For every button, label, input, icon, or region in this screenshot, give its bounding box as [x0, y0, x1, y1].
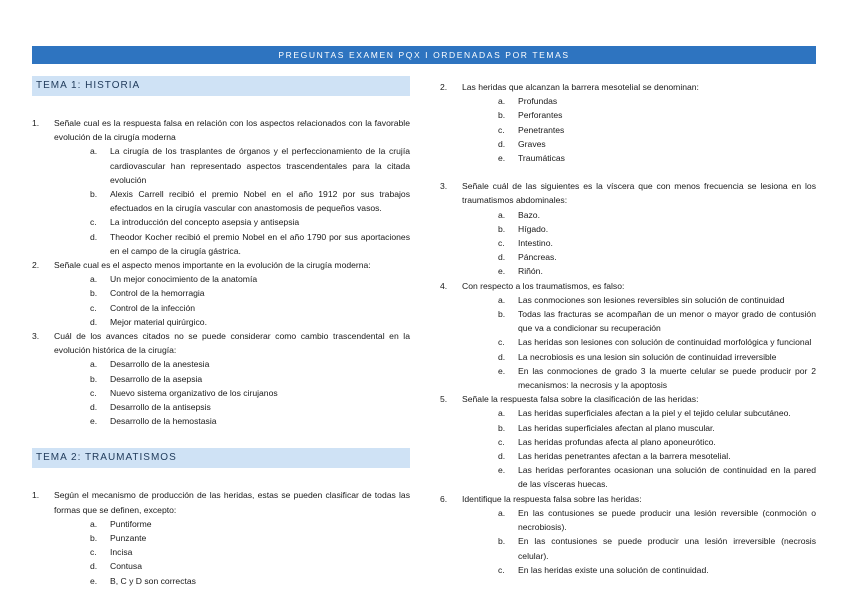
option-text: Traumáticas [518, 153, 565, 164]
question-text: Cuál de los avances citados no se puede considerar como cambio trascendental en la evolución histórica de la cirugía: [54, 331, 410, 356]
question-item [440, 392, 816, 491]
option-item [54, 517, 410, 531]
option-text: Alexis Carrell recibió el premio Nobel en el año 1912 por sus trabajos efectuados en la cirugía vascular con anastomosis de pequeños vasos. [110, 189, 410, 214]
option-letter: e. [498, 153, 506, 164]
question-text: Con respecto a los traumatismos, es falso: [462, 280, 625, 291]
option-text: Control de la hemorragia [110, 288, 205, 299]
question-item [440, 179, 816, 278]
option-letter: c. [90, 547, 97, 558]
option-item [462, 236, 816, 250]
option-letter: b. [498, 309, 506, 320]
question-item [440, 492, 816, 577]
question-number: 2. [440, 82, 448, 92]
option-item [54, 315, 410, 329]
option-item [54, 414, 410, 428]
option-text: Las conmociones son lesiones reversibles sin solución de continuidad [518, 294, 785, 305]
question-number: 2. [32, 260, 40, 271]
option-text: Las heridas son lesiones con solución de continuidad morfológica y funcional [518, 337, 812, 348]
option-item [54, 559, 410, 573]
option-item [462, 506, 816, 534]
option-text: Las heridas perforantes ocasionan una solución de continuidad en la pared de las vísceras huecas. [518, 465, 816, 490]
option-letter: c. [90, 302, 97, 313]
option-text: La cirugía de los trasplantes de órganos y el perfeccionamiento de la crujía cardiovascular han representado aspectos trascendentales para la citada evolución [110, 146, 410, 185]
option-letter: c. [90, 387, 97, 398]
option-letter: c. [498, 337, 505, 348]
option-text: Riñón. [518, 266, 543, 277]
option-text: Punzante [110, 533, 147, 544]
option-text: La necrobiosis es una lesion sin solución de continuidad irreversible [518, 351, 777, 362]
option-text: Intestino. [518, 238, 553, 249]
question-list-tema-2 [32, 488, 410, 587]
question-text: Según el mecanismo de producción de las heridas, estas se pueden clasificar de todas las formas que se definen, excepto: [54, 490, 410, 515]
question-item [32, 488, 410, 587]
option-text: Penetrantes [518, 124, 565, 135]
option-letter: a. [90, 359, 98, 370]
option-item [54, 144, 410, 187]
question-item [32, 258, 410, 329]
option-item [462, 151, 816, 165]
option-item [462, 264, 816, 278]
option-letter: e. [498, 365, 506, 376]
option-item [462, 421, 816, 435]
option-item [54, 187, 410, 215]
option-list [462, 293, 816, 392]
option-text: Graves [518, 138, 546, 149]
option-letter: d. [90, 316, 98, 327]
option-list [54, 144, 410, 258]
option-item [462, 449, 816, 463]
section-heading-tema-2: TEMA 2: TRAUMATISMOS [32, 448, 410, 468]
option-item [462, 222, 816, 236]
option-text: Las heridas superficiales afectan al plano muscular. [518, 422, 715, 433]
option-item [54, 230, 410, 258]
option-text: B, C y D son correctas [110, 575, 196, 586]
option-item [54, 574, 410, 588]
option-item [54, 215, 410, 229]
option-text: Desarrollo de la hemostasia [110, 416, 217, 427]
option-item [54, 357, 410, 371]
option-letter: e. [90, 575, 98, 586]
option-text: Las heridas superficiales afectan a la piel y el tejido celular subcutáneo. [518, 408, 791, 419]
option-item [462, 463, 816, 491]
section-heading-tema-1: TEMA 1: HISTORIA [32, 76, 410, 96]
option-text: La introducción del concepto asepsia y antisepsia [110, 217, 300, 228]
option-letter: b. [498, 422, 506, 433]
option-letter: d. [498, 138, 506, 149]
option-list [54, 357, 410, 428]
option-letter: b. [90, 533, 98, 544]
option-text: En las contusiones se puede producir una lesión reversible (conmoción o necrobiosis). [518, 507, 816, 533]
option-text: Desarrollo de la asepsia [110, 373, 203, 384]
option-text: En las heridas existe una solución de continuidad. [518, 564, 709, 575]
option-item [462, 208, 816, 222]
question-item [440, 80, 816, 165]
question-text: Señale cual es la respuesta falsa en relación con los aspectos relacionados con la favorable evolución de la cirugía moderna [54, 118, 410, 143]
question-number: 5. [440, 394, 448, 405]
option-item [462, 563, 816, 577]
spacer [440, 165, 816, 179]
option-list [462, 208, 816, 279]
option-text: Bazo. [518, 209, 540, 220]
option-item [462, 94, 816, 108]
option-letter: e. [90, 416, 98, 427]
question-item [32, 329, 410, 428]
option-text: Perforantes [518, 110, 563, 121]
option-letter: a. [90, 274, 98, 285]
option-item [462, 350, 816, 364]
option-item [54, 386, 410, 400]
option-letter: c. [498, 564, 505, 575]
option-letter: b. [498, 223, 506, 234]
option-list [54, 272, 410, 329]
option-text: Mejor material quirúrgico. [110, 316, 207, 327]
option-letter: c. [498, 436, 505, 447]
question-number: 1. [32, 118, 40, 128]
option-letter: b. [498, 536, 506, 547]
option-list [462, 406, 816, 491]
option-list [462, 506, 816, 577]
option-text: Incisa [110, 547, 133, 558]
option-item [54, 272, 410, 286]
option-letter: a. [498, 294, 506, 305]
question-text: Señale cual es el aspecto menos importante en la evolución de la cirugía moderna: [54, 260, 371, 271]
option-letter: b. [498, 110, 506, 121]
question-number: 1. [32, 490, 40, 501]
option-text: Nuevo sistema organizativo de los cirujanos [110, 387, 278, 398]
option-letter: d. [498, 351, 506, 362]
option-text: Hígado. [518, 223, 549, 234]
question-item [440, 279, 816, 393]
question-text: Señale la respuesta falsa sobre la clasificación de las heridas: [462, 394, 699, 405]
option-letter: e. [498, 266, 506, 277]
option-item [54, 372, 410, 386]
option-letter: a. [498, 209, 506, 220]
option-text: Todas las fracturas se acompañan de un menor o mayor grado de contusión que va a condicionar su recuperación [518, 309, 816, 334]
option-text: Desarrollo de la antisepsis [110, 402, 211, 413]
option-letter: a. [498, 408, 506, 419]
option-item [462, 293, 816, 307]
option-text: Control de la infección [110, 302, 196, 313]
option-letter: c. [498, 124, 505, 135]
option-item [462, 406, 816, 420]
option-item [54, 301, 410, 315]
option-item [462, 364, 816, 392]
option-text: Páncreas. [518, 252, 557, 263]
option-text: Desarrollo de la anestesia [110, 359, 210, 370]
question-list-tema-1 [32, 116, 410, 428]
option-letter: d. [90, 402, 98, 413]
option-item [462, 137, 816, 151]
left-column [32, 76, 410, 588]
option-list [54, 517, 410, 588]
question-number: 6. [440, 493, 448, 504]
option-text: En las conmociones de grado 3 la muerte celular se puede producir por 2 mecanismos: la necrosis y la apoptosis [518, 365, 816, 391]
option-text: Contusa [110, 561, 143, 572]
option-item [54, 531, 410, 545]
option-text: Las heridas profundas afecta al plano aponeurótico. [518, 436, 716, 447]
option-item [462, 534, 816, 562]
option-list [462, 94, 816, 165]
option-letter: d. [90, 561, 98, 572]
option-letter: d. [498, 252, 506, 263]
option-letter: a. [498, 96, 506, 107]
question-number: 4. [440, 280, 448, 291]
option-item [462, 123, 816, 137]
question-text: Las heridas que alcanzan la barrera mesotelial se denominan: [462, 82, 699, 92]
option-item [462, 307, 816, 335]
option-letter: b. [90, 189, 98, 200]
question-item [32, 116, 410, 258]
option-item [462, 435, 816, 449]
option-item [54, 400, 410, 414]
option-text: Puntiforme [110, 518, 152, 529]
option-letter: a. [498, 507, 506, 518]
option-letter: c. [90, 217, 97, 228]
question-text: Identifique la respuesta falsa sobre las heridas: [462, 493, 642, 504]
option-letter: a. [90, 518, 98, 529]
option-text: Theodor Kocher recibió el premio Nobel en el año 1790 por sus aportaciones en el campo de la cirugía gástrica. [110, 231, 410, 256]
question-number: 3. [32, 331, 40, 342]
option-item [462, 250, 816, 264]
option-text: Las heridas penetrantes afectan a la barrera mesotelial. [518, 451, 731, 462]
option-item [54, 545, 410, 559]
option-text: Profundas [518, 96, 558, 107]
option-letter: c. [498, 238, 505, 249]
right-column [440, 80, 816, 577]
option-text: Un mejor conocimiento de la anatomía [110, 274, 258, 285]
option-letter: b. [90, 373, 98, 384]
option-item [54, 286, 410, 300]
question-list-tema-2-continued [440, 80, 816, 577]
option-letter: e. [498, 465, 506, 476]
option-letter: a. [90, 146, 98, 157]
question-text: Señale cuál de las siguientes es la víscera que con menos frecuencia se lesiona en los traumatismos abdominales: [462, 181, 816, 206]
document-title-banner [32, 46, 816, 64]
document-title: PREGUNTAS EXAMEN PQX I ORDENADAS POR TEMAS [278, 50, 570, 60]
option-item [462, 335, 816, 349]
option-letter: d. [498, 451, 506, 462]
option-letter: b. [90, 288, 98, 299]
option-letter: d. [90, 231, 98, 242]
option-text: En las contusiones se puede producir una lesión irreversible (necrosis celular). [518, 536, 816, 561]
option-item [462, 108, 816, 122]
question-number: 3. [440, 181, 448, 192]
